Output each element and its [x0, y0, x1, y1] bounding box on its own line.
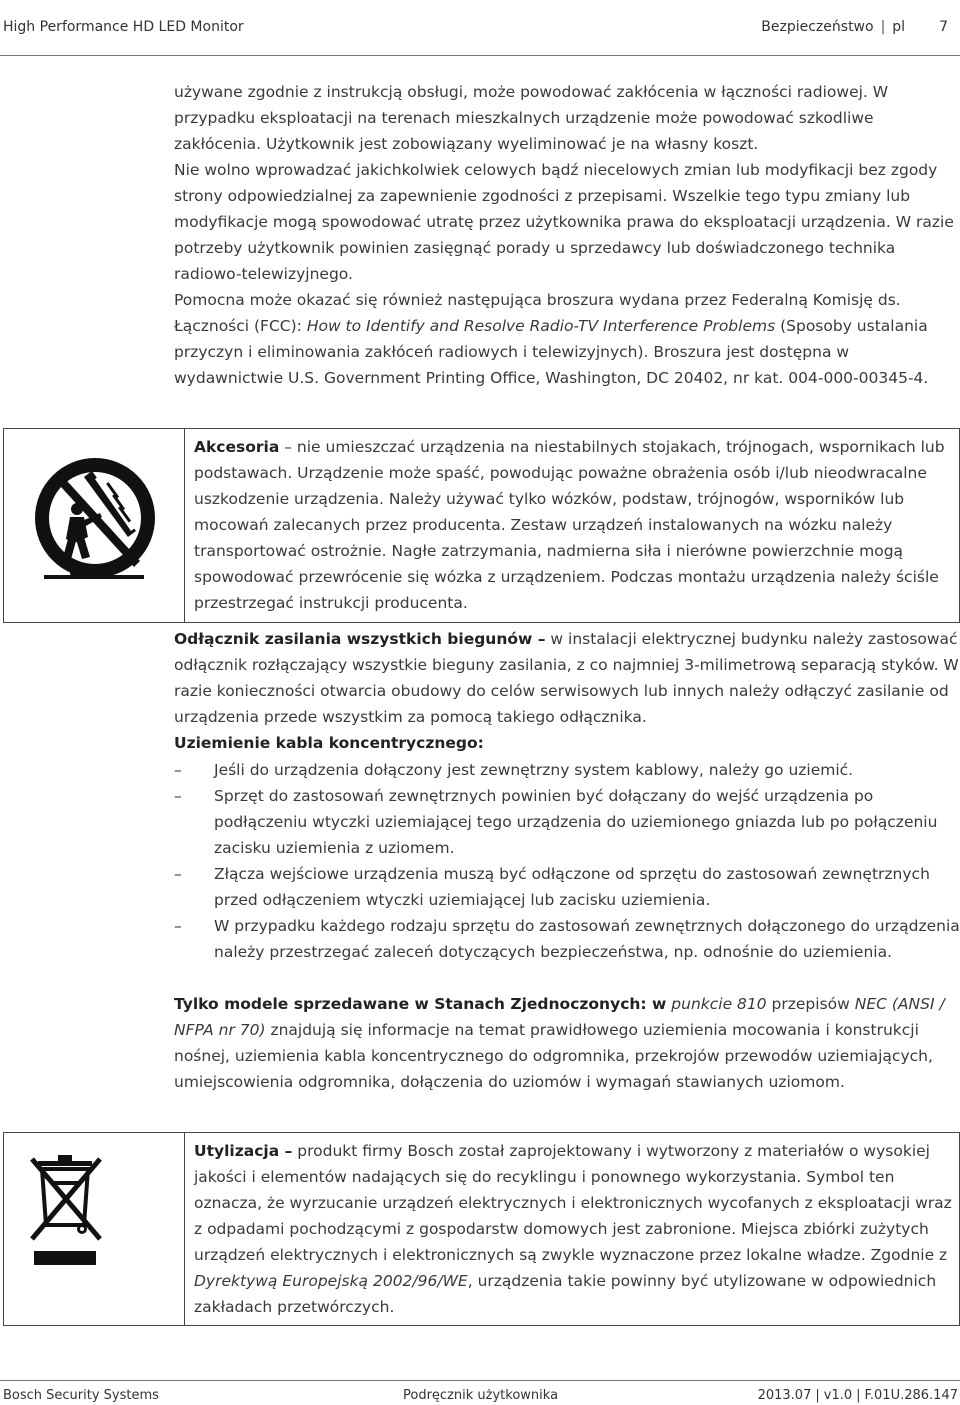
disposal-label: Utylizacja –	[194, 1142, 293, 1160]
header-section-info	[761, 19, 948, 35]
grounding-item-3: Złącza wejściowe urządzenia muszą być odłączone od sprzętu do zastosowań zewnętrznych przed odłączeniem wtyczki uziemiającej lub zacisku uziemienia.	[214, 865, 930, 909]
footer-separator: |	[815, 1388, 820, 1403]
list-item	[174, 861, 960, 913]
cart-tip-warning-icon	[4, 429, 185, 624]
footer-version: v1.0	[823, 1388, 853, 1403]
header-separator: |	[880, 19, 886, 35]
disposal-body-2: , urządzenia takie powinny być utylizowane w odpowiednich zakładach przetwórczych.	[194, 1272, 937, 1316]
disposal-notice-box	[3, 1132, 960, 1326]
page-footer	[0, 1380, 960, 1405]
grounding-list-wrapper	[174, 757, 960, 965]
crossed-out-wheelie-bin-icon	[4, 1133, 185, 1327]
weee-directive-ref: Dyrektywą Europejską 2002/96/WE	[194, 1272, 468, 1290]
list-dash: –	[174, 761, 182, 779]
grounding-heading: Uziemienie kabla koncentrycznego:	[174, 734, 484, 752]
disposal-icon-cell	[4, 1133, 185, 1325]
nec-standard-ref: NEC (ANSI / NFPA nr 70)	[174, 995, 945, 1039]
nec-section-ref: punkcie 810	[671, 995, 767, 1013]
accessories-label: Akcesoria	[194, 438, 280, 456]
list-dash: –	[174, 917, 182, 935]
grounding-list	[174, 757, 960, 965]
intro-section	[174, 79, 960, 391]
grounding-item-2: Sprzęt do zastosowań zewnętrznych powinien być dołączany do wejść urządzenia po podłączeniu wtyczki uziemiającej tego urządzenia do uziemionego gniazda lub po połączeniu zacisku uziemienia z uziomem.	[214, 787, 938, 857]
grounding-item-4: W przypadku każdego rodzaju sprzętu do zastosowań zewnętrznych dołączonego do urządzenia należy przestrzegać zaleceń dotyczących bezpieczeństwa, np. odnośnie do uziemienia.	[214, 917, 960, 961]
footer-doc-id: F.01U.286.147	[864, 1388, 958, 1403]
list-item	[174, 913, 960, 965]
accessories-icon-cell	[4, 429, 185, 622]
footer-date: 2013.07	[757, 1388, 812, 1403]
list-dash: –	[174, 865, 182, 883]
footer-rule	[0, 1380, 960, 1381]
footer-manual-type: Podręcznik użytkownika	[403, 1388, 559, 1403]
disposal-body-1: produkt firmy Bosch został zaprojektowany i wytworzony z materiałów o wysokiej jakości i elementów nadających się do recyklingu i ponownego wykorzystania. Symbol ten oznacza, że wyrzucanie urządzeń elektrycznych i elektronicznych wycofanych z eksploatacji wraz z odpadami pochodzącymi z gospodarstw domowych jest zabronione. Miejsca zbiórki zużytych urządzeń elektrycznych i elektronicznych są zwykle wyznaczone przez lokalne władze. Zgodnie z	[194, 1142, 952, 1264]
us-models-text-1: przepisów	[766, 995, 855, 1013]
intro-paragraph-1: używane zgodnie z instrukcją obsługi, może powodować zakłócenia w łączności radiowej. W przypadku eksploatacji na terenach mieszkalnych urządzenie może powodować szkodliwe zakłócenia. Użytkownik jest zobowiązany wyeliminować je na własny koszt.	[174, 83, 889, 153]
list-dash: –	[174, 787, 182, 805]
intro-paragraph-3	[174, 287, 960, 391]
accessories-text	[194, 434, 955, 616]
section-name: Bezpieczeństwo	[761, 19, 874, 35]
us-models-text-2: znajdują się informacje na temat prawidłowego uziemienia mocowania i konstrukcji nośnej, uziemienia kabla koncentrycznego do odgromnika, przekrojów przewodów uziemiających, umiejscowienia odgromnika, dołączenia do uziomów i wymagań stawianych uziomom.	[174, 1021, 933, 1091]
accessories-body: – nie umieszczać urządzenia na niestabilnych stojakach, trójnogach, wspornikach lub podstawach. Urządzenie może spaść, powodując poważne obrażenia osób i/lub nieodwracalne uszkodzenie urządzenia. Należy używać tylko wózków, podstaw, trójnogów, wsporników lub mocowań zalecanych przez producenta. Zestaw urządzeń instalowanych na wózku należy transportować ostrożnie. Nagłe zatrzymania, nadmierna siła i nierówne powierzchnie mogą spowodować przewrócenie się wózka z urządzeniem. Podczas montażu urządzenia należy ściśle przestrzegać instrukcji producenta.	[194, 438, 945, 612]
accessories-notice-box	[3, 428, 960, 623]
grounding-item-1: Jeśli do urządzenia dołączony jest zewnętrzny system kablowy, należy go uziemić.	[214, 761, 854, 779]
page-header	[0, 0, 960, 56]
header-rule	[0, 55, 960, 56]
intro-paragraph-2: Nie wolno wprowadzać jakichkolwiek celowych bądź niecelowych zmian lub modyfikacji bez zgody strony odpowiedzialnej za zapewnienie zgodności z przepisami. Wszelkie tego typu zmiany lub modyfikacje mogą spowodować utratę przez użytkownika prawa do eksploatacji urządzenia. W razie potrzeby użytkownik powinien zasięgnąć porady u sprzedawcy lub doświadczonego technika radiowo-telewizyjnego.	[174, 161, 954, 283]
us-models-paragraph	[174, 991, 960, 1095]
list-item	[174, 783, 960, 861]
document-title: High Performance HD LED Monitor	[3, 19, 244, 35]
footer-separator: |	[856, 1388, 861, 1403]
language-code: pl	[892, 19, 906, 35]
disposal-text	[194, 1138, 955, 1320]
fcc-brochure-title: How to Identify and Resolve Radio-TV Interference Problems	[306, 317, 776, 335]
disconnect-paragraph	[174, 626, 960, 730]
us-models-label: Tylko modele sprzedawane w Stanach Zjednoczonych: w	[174, 995, 667, 1013]
fcc-text-pre: Pomocna może okazać się również następująca broszura wydana przez Federalną Komisję ds. Łączności (FCC):	[174, 291, 901, 335]
footer-company: Bosch Security Systems	[3, 1388, 159, 1403]
list-item	[174, 757, 960, 783]
footer-doc-info	[758, 1388, 958, 1403]
power-grounding-section	[174, 626, 960, 756]
disconnect-body: w instalacji elektrycznej budynku należy zastosować odłącznik rozłączający wszystkie bieguny zasilania, z co najmniej 3-milimetrową separacją styków. W razie konieczności otwarcia obudowy do celów serwisowych lub innych należy odłączyć zasilanie od urządzenia przede wszystkim za pomocą takiego odłącznika.	[174, 630, 959, 726]
us-models-section	[174, 991, 960, 1095]
fcc-text-post: (Sposoby ustalania przyczyn i eliminowania zakłóceń radiowych i telewizyjnych). Broszura jest dostępna w wydawnictwie U.S. Government Printing Office, Washington, DC 20402, nr kat. 004-000-00345-4.	[174, 317, 929, 387]
disconnect-label: Odłącznik zasilania wszystkich biegunów –	[174, 630, 546, 648]
page-number: 7	[939, 19, 948, 35]
